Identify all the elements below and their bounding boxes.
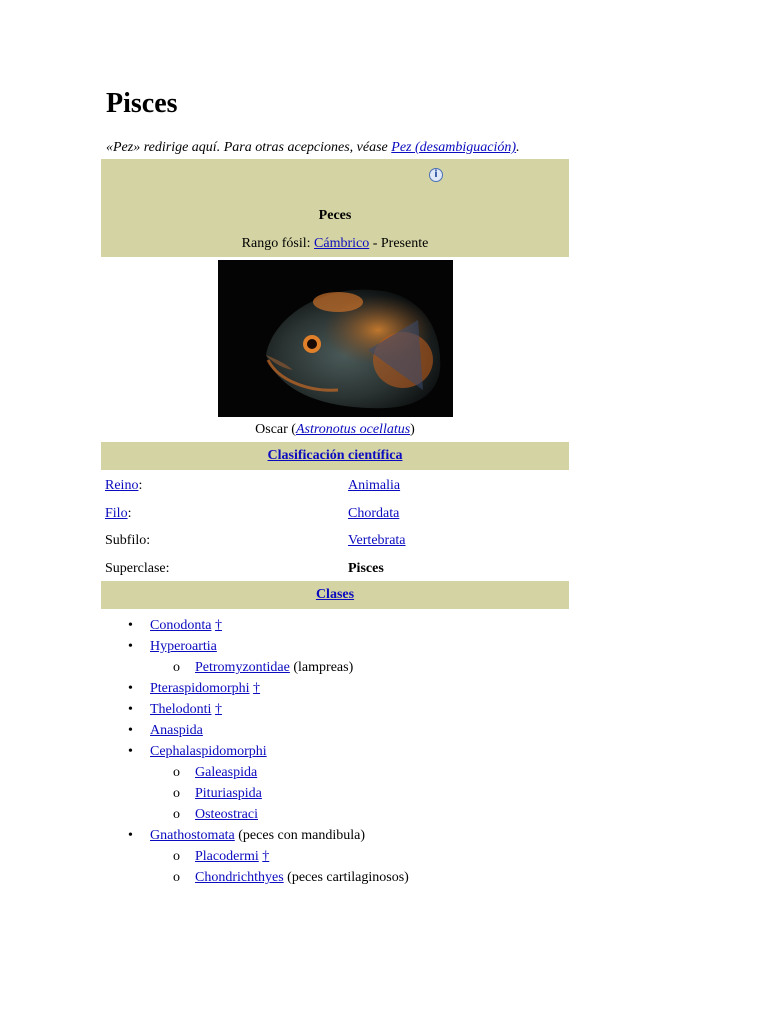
taxobox-header xyxy=(101,159,569,257)
gnathostomata-link[interactable]: Gnathostomata xyxy=(150,828,235,843)
caption-prefix: Oscar ( xyxy=(255,422,296,437)
fossil-range xyxy=(101,236,569,252)
fossil-range-suffix: - Presente xyxy=(369,236,429,251)
oscar-fish-image xyxy=(218,260,453,417)
hatnote xyxy=(106,140,520,156)
cambrian-link[interactable]: Cámbrico xyxy=(314,236,370,251)
fish-photo[interactable] xyxy=(218,260,453,417)
bullet-disc: • xyxy=(128,723,133,738)
filo-link[interactable]: Filo xyxy=(105,506,128,521)
info-icon[interactable]: i xyxy=(429,168,443,182)
extinct-dagger[interactable]: † xyxy=(262,849,270,864)
pituriaspida-link[interactable]: Pituriaspida xyxy=(195,786,262,801)
thelodonti-link[interactable]: Thelodonti xyxy=(150,702,212,717)
classification-header xyxy=(101,442,569,470)
extinct-dagger[interactable]: † xyxy=(214,702,222,717)
disambiguation-link[interactable]: Pez (desambiguación) xyxy=(391,140,517,155)
bullet-disc: • xyxy=(128,681,133,696)
bullet-circle: o xyxy=(173,786,180,801)
bullet-circle: o xyxy=(173,870,180,885)
bullet-circle: o xyxy=(173,807,180,822)
fossil-range-label: Rango fósil: xyxy=(241,236,315,251)
hatnote-text: «Pez» redirige aquí. Para otras acepciones, véase xyxy=(106,140,392,155)
taxobox-row-filo xyxy=(101,506,569,526)
chordata-link[interactable]: Chordata xyxy=(348,506,400,521)
subfilo-label: Subfilo: xyxy=(105,533,151,548)
pisces-value: Pisces xyxy=(348,561,384,576)
cephalaspidomorphi-link[interactable]: Cephalaspidomorphi xyxy=(150,744,267,759)
reino-link[interactable]: Reino xyxy=(105,478,139,493)
classification-link[interactable]: Clasificación científica xyxy=(267,448,403,463)
galeaspida-link[interactable]: Galeaspida xyxy=(195,765,258,780)
list-note: (lampreas) xyxy=(289,660,354,675)
hyperoartia-link[interactable]: Hyperoartia xyxy=(150,639,217,654)
conodonta-link[interactable]: Conodonta xyxy=(150,618,212,633)
list-note: (peces cartilaginosos) xyxy=(283,870,409,885)
classes-link[interactable]: Clases xyxy=(315,587,355,602)
placodermi-link[interactable]: Placodermi xyxy=(195,849,259,864)
bullet-disc: • xyxy=(128,639,133,654)
taxobox-row-reino xyxy=(101,478,569,498)
vertebrata-link[interactable]: Vertebrata xyxy=(348,533,406,548)
reino-colon: : xyxy=(138,478,143,493)
petromyzontidae-link[interactable]: Petromyzontidae xyxy=(195,660,290,675)
bullet-circle: o xyxy=(173,849,180,864)
anaspida-link[interactable]: Anaspida xyxy=(150,723,203,738)
animalia-link[interactable]: Animalia xyxy=(348,478,401,493)
bullet-circle: o xyxy=(173,765,180,780)
photo-caption xyxy=(101,422,569,438)
taxobox-row-subfilo xyxy=(101,533,569,553)
pteraspidomorphi-link[interactable]: Pteraspidomorphi xyxy=(150,681,250,696)
caption-suffix: ) xyxy=(410,422,415,437)
bullet-disc: • xyxy=(128,618,133,633)
list-note: (peces con mandibula) xyxy=(234,828,365,843)
bullet-circle: o xyxy=(173,660,180,675)
bullet-disc: • xyxy=(128,744,133,759)
bullet-disc: • xyxy=(128,828,133,843)
bullet-disc: • xyxy=(128,702,133,717)
extinct-dagger[interactable]: † xyxy=(253,681,261,696)
page-title: Pisces xyxy=(106,88,178,119)
classes-header xyxy=(101,581,569,609)
taxobox xyxy=(101,159,569,602)
taxon-name: Peces xyxy=(318,208,352,223)
superclase-label: Superclase: xyxy=(105,561,170,576)
taxobox-row-superclase xyxy=(101,561,569,581)
hatnote-suffix: . xyxy=(516,140,520,155)
chondrichthyes-link[interactable]: Chondrichthyes xyxy=(195,870,284,885)
filo-colon: : xyxy=(127,506,132,521)
extinct-dagger[interactable]: † xyxy=(214,618,222,633)
osteostraci-link[interactable]: Osteostraci xyxy=(195,807,258,822)
species-link[interactable]: Astronotus ocellatus xyxy=(295,422,411,437)
